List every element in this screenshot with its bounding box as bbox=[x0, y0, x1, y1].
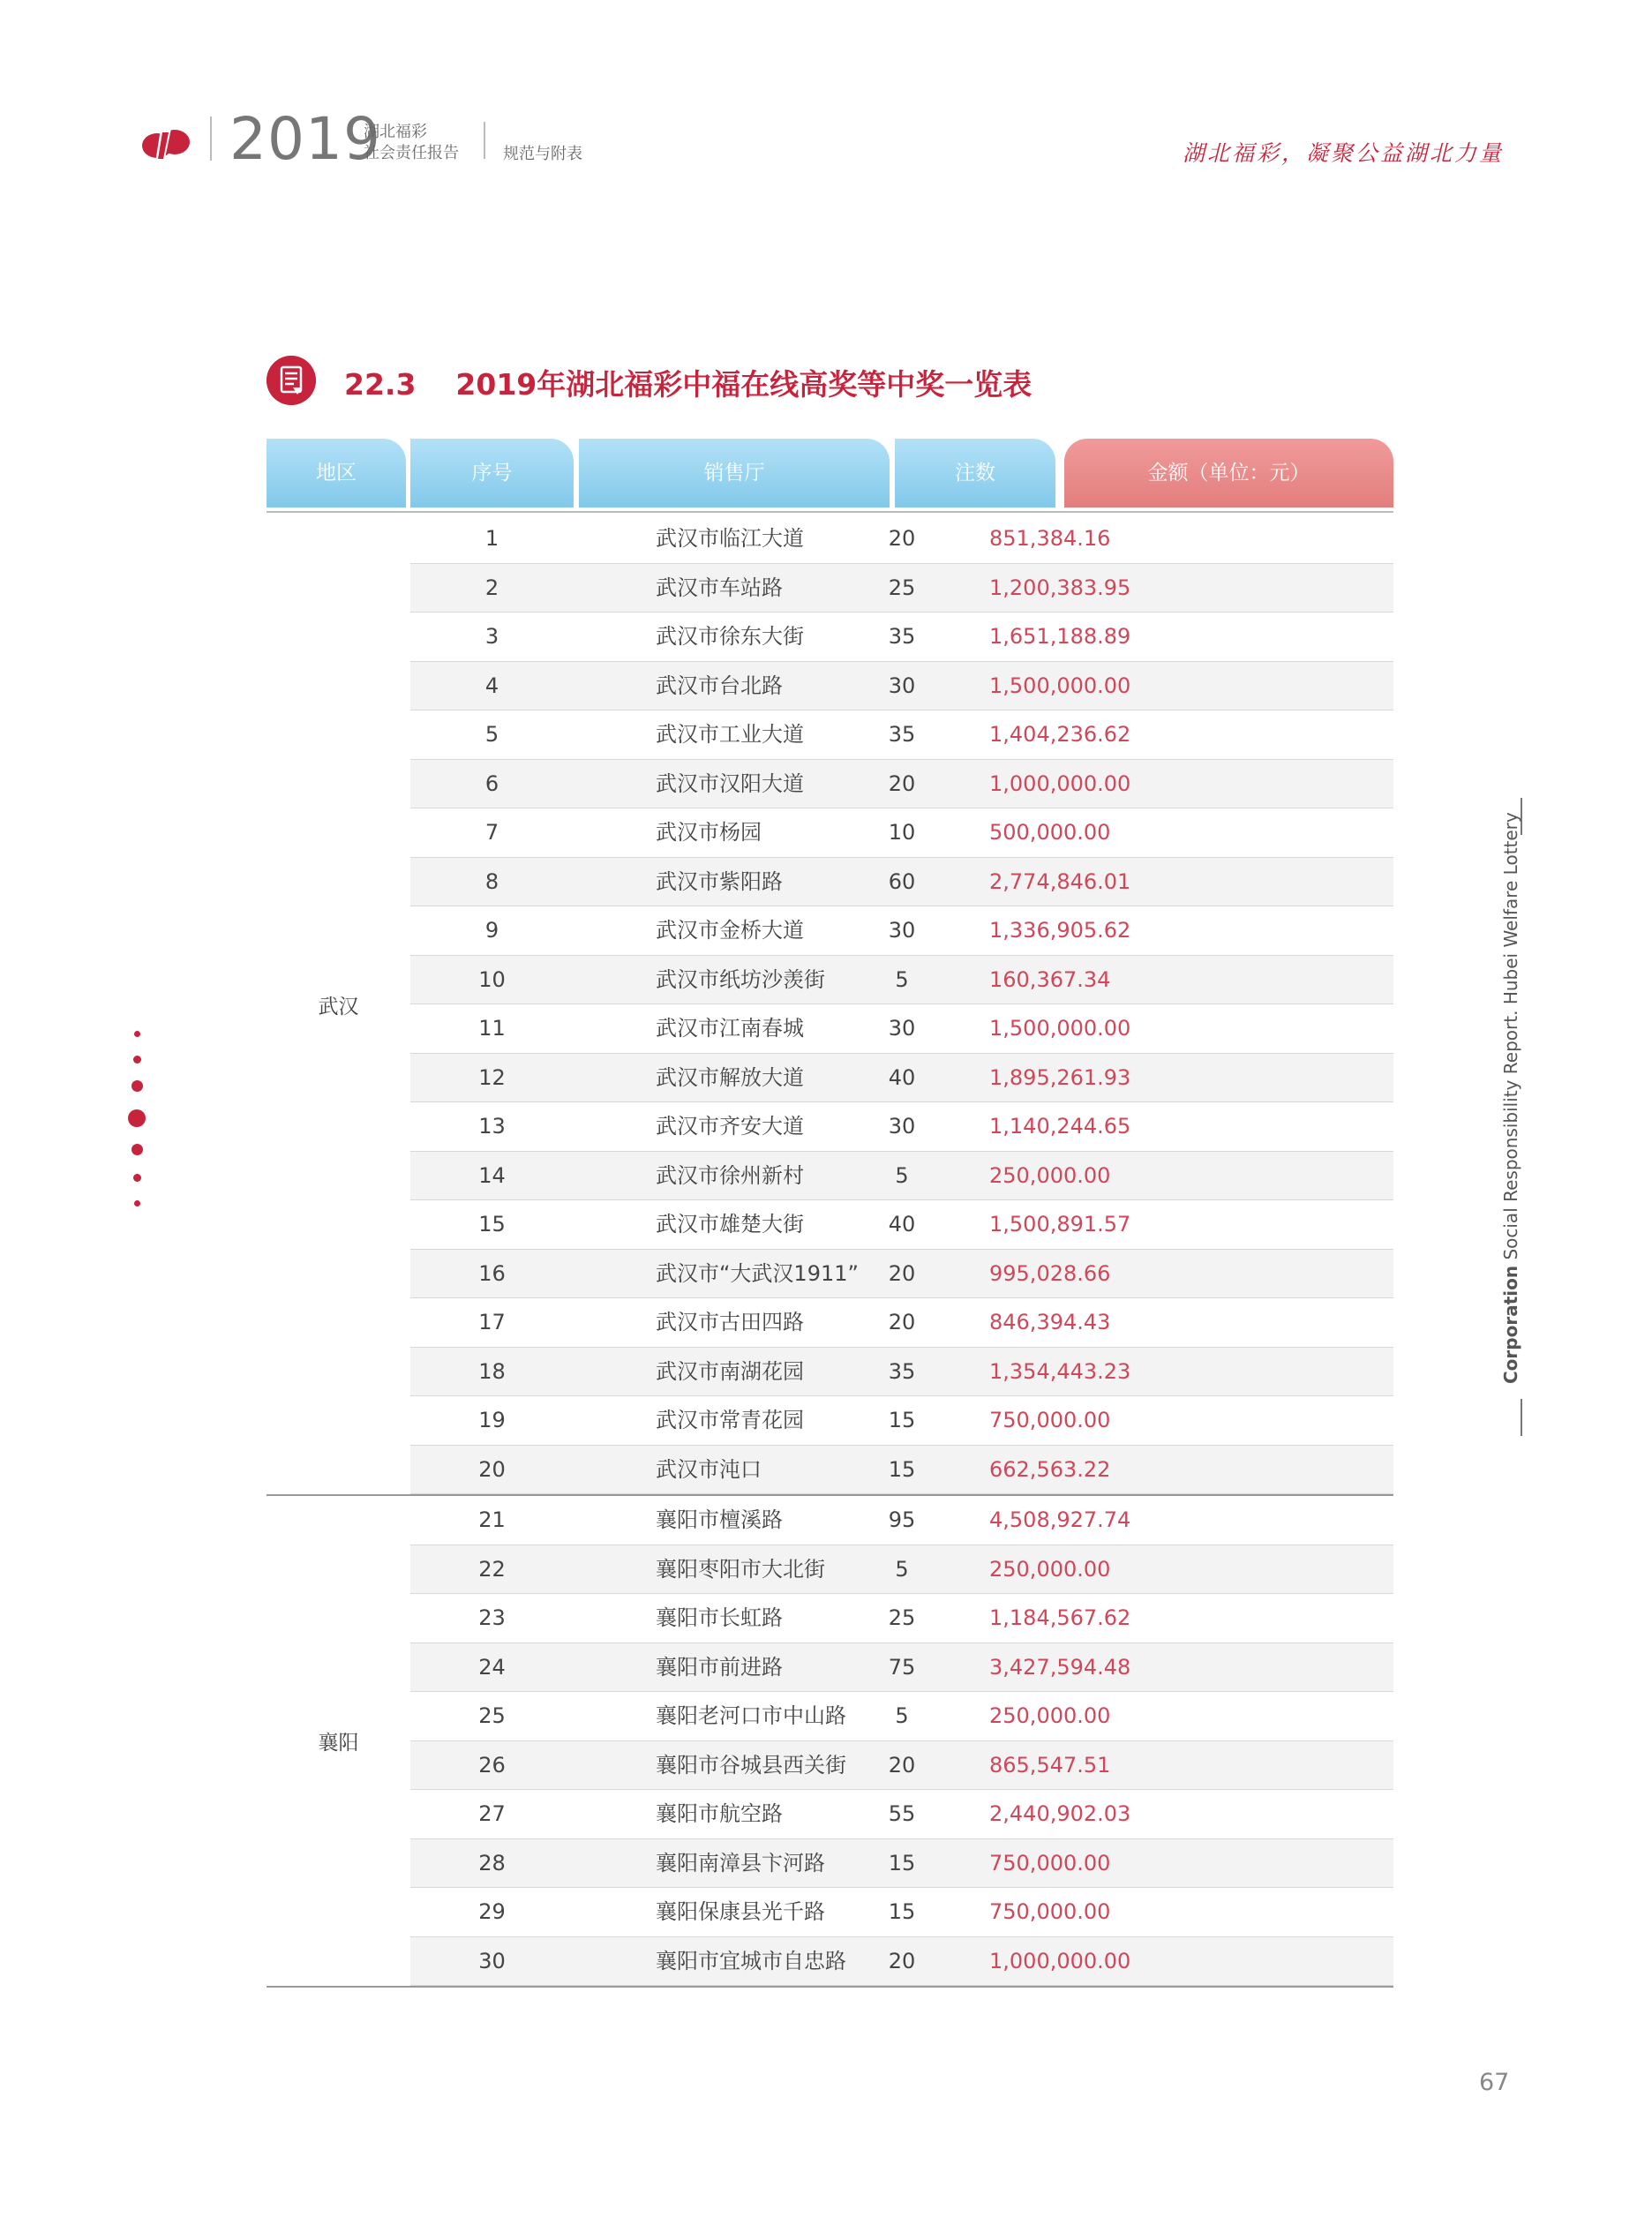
group-separator bbox=[267, 1986, 1393, 1988]
decor-dot-large bbox=[128, 1109, 146, 1127]
table-row bbox=[410, 1348, 1393, 1397]
prize-amount: 250,000.00 bbox=[989, 1162, 1111, 1188]
title-number: 22.3 bbox=[344, 367, 417, 402]
table-row bbox=[410, 613, 1393, 662]
hall-name: 武汉市台北路 bbox=[656, 673, 783, 698]
hall-name: 襄阳市宜城市自忠路 bbox=[656, 1948, 846, 1973]
table-row bbox=[410, 1643, 1393, 1693]
prize-amount: 1,140,244.65 bbox=[989, 1114, 1131, 1139]
header-hall: 销售厅 bbox=[579, 439, 890, 507]
hall-name: 襄阳市长虹路 bbox=[656, 1605, 783, 1630]
table-row bbox=[410, 1200, 1393, 1250]
brand-line-2: 社会责任报告 bbox=[364, 144, 459, 162]
ticket-count: 20 bbox=[888, 770, 916, 796]
hall-name: 襄阳市檀溪路 bbox=[656, 1507, 783, 1532]
row-number: 30 bbox=[478, 1948, 506, 1973]
prize-amount: 3,427,594.48 bbox=[989, 1654, 1131, 1680]
hall-name: 武汉市“大武汉1911” bbox=[656, 1260, 859, 1286]
document-icon bbox=[267, 356, 316, 405]
table-row bbox=[410, 760, 1393, 809]
prize-amount: 1,200,383.95 bbox=[989, 575, 1131, 600]
table-row bbox=[410, 1839, 1393, 1889]
ticket-count: 30 bbox=[888, 673, 916, 698]
row-number: 7 bbox=[484, 820, 499, 845]
prize-amount: 1,336,905.62 bbox=[989, 918, 1131, 943]
table-row bbox=[410, 515, 1393, 564]
table-row bbox=[410, 1937, 1393, 1987]
table-row bbox=[410, 1004, 1393, 1054]
ticket-count: 25 bbox=[888, 1605, 916, 1630]
row-number: 16 bbox=[478, 1260, 506, 1286]
ticket-count: 95 bbox=[888, 1507, 916, 1532]
table-row bbox=[410, 710, 1393, 760]
prize-amount: 750,000.00 bbox=[989, 1850, 1111, 1875]
prize-amount: 1,500,000.00 bbox=[989, 673, 1131, 698]
prize-amount: 2,440,902.03 bbox=[989, 1801, 1131, 1826]
row-number: 23 bbox=[478, 1605, 506, 1630]
ticket-count: 20 bbox=[888, 1260, 916, 1286]
hall-name: 武汉市纸坊沙羡街 bbox=[656, 966, 825, 992]
prize-amount: 1,500,891.57 bbox=[989, 1212, 1131, 1237]
prize-amount: 995,028.66 bbox=[989, 1260, 1111, 1286]
ticket-count: 20 bbox=[888, 526, 916, 551]
hall-name: 武汉市齐安大道 bbox=[656, 1114, 804, 1139]
row-number: 19 bbox=[478, 1408, 506, 1432]
prize-table bbox=[267, 439, 1393, 1988]
page-number: 67 bbox=[1479, 2069, 1510, 2096]
hall-name: 武汉市杨园 bbox=[656, 820, 762, 845]
prize-amount: 250,000.00 bbox=[989, 1556, 1111, 1582]
table-row bbox=[410, 1692, 1393, 1741]
prize-amount: 865,547.51 bbox=[989, 1752, 1111, 1778]
hall-name: 襄阳市航空路 bbox=[656, 1801, 783, 1826]
report-brand bbox=[364, 122, 459, 164]
row-number: 9 bbox=[484, 918, 499, 943]
region-cell: 襄阳 bbox=[318, 1732, 359, 1755]
prize-amount: 2,774,846.01 bbox=[989, 868, 1131, 894]
decor-dot bbox=[133, 1174, 141, 1182]
report-year: 2019 bbox=[229, 105, 381, 173]
prize-amount: 1,651,188.89 bbox=[989, 624, 1131, 649]
ticket-count: 30 bbox=[888, 1114, 916, 1139]
row-number: 8 bbox=[484, 868, 499, 894]
decor-dot bbox=[134, 1031, 140, 1037]
table-row bbox=[410, 1545, 1393, 1595]
brand-line-1: 湖北福彩 bbox=[364, 123, 427, 141]
table-row bbox=[410, 808, 1393, 858]
hall-name: 武汉市雄楚大街 bbox=[656, 1212, 804, 1237]
row-number: 2 bbox=[484, 575, 499, 600]
header-amount: 金额（单位：元） bbox=[1064, 439, 1393, 507]
row-number: 28 bbox=[478, 1850, 506, 1875]
table-row bbox=[410, 662, 1393, 711]
hall-name: 襄阳老河口市中山路 bbox=[656, 1703, 846, 1728]
hall-name: 武汉市常青花园 bbox=[656, 1408, 804, 1432]
table-row bbox=[410, 1152, 1393, 1201]
row-number: 22 bbox=[478, 1556, 506, 1582]
table-row bbox=[410, 1496, 1393, 1545]
prize-amount: 1,404,236.62 bbox=[989, 722, 1131, 747]
hall-name: 武汉市解放大道 bbox=[656, 1064, 804, 1090]
row-number: 5 bbox=[484, 722, 499, 747]
row-number: 10 bbox=[478, 966, 506, 992]
table-row bbox=[410, 1396, 1393, 1446]
row-number: 13 bbox=[478, 1114, 506, 1139]
prize-amount: 851,384.16 bbox=[989, 526, 1111, 551]
ticket-count: 20 bbox=[888, 1310, 916, 1334]
table-row bbox=[410, 956, 1393, 1005]
hall-name: 武汉市徐州新村 bbox=[656, 1162, 804, 1188]
prize-amount: 662,563.22 bbox=[989, 1456, 1111, 1482]
row-number: 26 bbox=[478, 1752, 506, 1778]
hall-name: 武汉市工业大道 bbox=[656, 722, 804, 747]
header-count: 注数 bbox=[895, 439, 1055, 507]
decor-dot bbox=[133, 1056, 141, 1064]
hall-name: 襄阳市谷城县西关街 bbox=[656, 1752, 846, 1778]
ticket-count: 15 bbox=[888, 1850, 916, 1875]
prize-amount: 500,000.00 bbox=[989, 820, 1111, 845]
row-number: 6 bbox=[484, 770, 499, 796]
ticket-count: 15 bbox=[888, 1899, 916, 1924]
header-divider-2 bbox=[484, 122, 485, 159]
row-number: 21 bbox=[478, 1507, 506, 1532]
ticket-count: 40 bbox=[888, 1064, 916, 1090]
hall-name: 襄阳枣阳市大北街 bbox=[656, 1556, 825, 1582]
table-row bbox=[410, 1741, 1393, 1791]
title-text: 2019年湖北福彩中福在线高奖等中奖一览表 bbox=[455, 367, 1032, 402]
prize-amount: 250,000.00 bbox=[989, 1703, 1111, 1728]
hall-name: 武汉市临江大道 bbox=[656, 526, 804, 551]
side-caption-rest: Social Responsibility Report. Hubei Welfare Lottery bbox=[1500, 812, 1521, 1266]
ticket-count: 10 bbox=[888, 820, 916, 845]
row-number: 29 bbox=[478, 1899, 506, 1924]
hall-name: 武汉市金桥大道 bbox=[656, 918, 804, 943]
ticket-count: 15 bbox=[888, 1408, 916, 1432]
prize-amount: 160,367.34 bbox=[989, 966, 1111, 992]
ticket-count: 75 bbox=[888, 1654, 916, 1680]
ticket-count: 60 bbox=[888, 868, 916, 894]
table-row bbox=[410, 1594, 1393, 1643]
header-divider-1 bbox=[210, 117, 212, 161]
header-region: 地区 bbox=[267, 439, 406, 507]
hall-name: 武汉市汉阳大道 bbox=[656, 770, 804, 796]
hall-name: 武汉市紫阳路 bbox=[656, 868, 783, 894]
table-row bbox=[410, 564, 1393, 613]
decor-dot bbox=[134, 1200, 140, 1206]
ticket-count: 20 bbox=[888, 1752, 916, 1778]
table-row bbox=[410, 1446, 1393, 1495]
prize-amount: 846,394.43 bbox=[989, 1310, 1111, 1334]
ticket-count: 30 bbox=[888, 1016, 916, 1041]
ticket-count: 5 bbox=[895, 1703, 909, 1728]
decor-dot bbox=[131, 1144, 143, 1155]
table-row bbox=[410, 1250, 1393, 1299]
table-header bbox=[267, 439, 1393, 511]
hall-name: 武汉市江南春城 bbox=[656, 1016, 804, 1041]
table-row bbox=[410, 1102, 1393, 1152]
table-title bbox=[344, 362, 1032, 403]
row-number: 24 bbox=[478, 1654, 506, 1680]
side-caption bbox=[1500, 812, 1521, 1384]
row-number: 14 bbox=[478, 1162, 506, 1188]
row-number: 20 bbox=[478, 1456, 506, 1482]
hall-name: 武汉市古田四路 bbox=[656, 1310, 804, 1334]
prize-amount: 1,000,000.00 bbox=[989, 1948, 1131, 1973]
hall-name: 襄阳南漳县卞河路 bbox=[656, 1850, 825, 1875]
row-number: 1 bbox=[484, 526, 499, 551]
section-name: 规范与附表 bbox=[503, 145, 582, 163]
ticket-count: 35 bbox=[888, 624, 916, 649]
header-no: 序号 bbox=[410, 439, 574, 507]
hall-name: 襄阳市前进路 bbox=[656, 1654, 783, 1680]
table-row bbox=[410, 906, 1393, 956]
hall-name: 武汉市徐东大街 bbox=[656, 624, 804, 649]
table-row bbox=[410, 858, 1393, 907]
region-group bbox=[267, 1496, 1393, 1986]
slogan: 湖北福彩，凝聚公益湖北力量 bbox=[1182, 140, 1504, 166]
header-underline bbox=[267, 511, 1393, 513]
hall-name: 武汉市车站路 bbox=[656, 575, 783, 600]
prize-amount: 1,895,261.93 bbox=[989, 1064, 1131, 1090]
decor-dot bbox=[131, 1080, 143, 1092]
ticket-count: 55 bbox=[888, 1801, 916, 1826]
row-number: 27 bbox=[478, 1801, 506, 1826]
row-number: 15 bbox=[478, 1212, 506, 1237]
row-number: 25 bbox=[478, 1703, 506, 1728]
prize-amount: 1,354,443.23 bbox=[989, 1358, 1131, 1384]
prize-amount: 750,000.00 bbox=[989, 1899, 1111, 1924]
table-row bbox=[410, 1298, 1393, 1348]
ticket-count: 40 bbox=[888, 1212, 916, 1237]
prize-amount: 4,508,927.74 bbox=[989, 1507, 1131, 1532]
row-number: 3 bbox=[484, 624, 499, 649]
ticket-count: 35 bbox=[888, 722, 916, 747]
ticket-count: 5 bbox=[895, 1556, 909, 1582]
region-cell: 武汉 bbox=[318, 995, 359, 1019]
ticket-count: 30 bbox=[888, 918, 916, 943]
row-number: 17 bbox=[478, 1310, 506, 1334]
region-group bbox=[267, 515, 1393, 1494]
prize-amount: 1,500,000.00 bbox=[989, 1016, 1131, 1041]
table-row bbox=[410, 1790, 1393, 1839]
row-number: 11 bbox=[478, 1016, 506, 1041]
welfare-lottery-logo bbox=[139, 122, 192, 166]
prize-amount: 1,184,567.62 bbox=[989, 1605, 1131, 1630]
row-number: 4 bbox=[484, 673, 499, 698]
ticket-count: 5 bbox=[895, 1162, 909, 1188]
hall-name: 襄阳保康县光千路 bbox=[656, 1899, 825, 1924]
ticket-count: 20 bbox=[888, 1948, 916, 1973]
side-caption-bold: Corporation bbox=[1500, 1265, 1521, 1384]
ticket-count: 25 bbox=[888, 575, 916, 600]
table-row bbox=[410, 1888, 1393, 1937]
row-number: 18 bbox=[478, 1358, 506, 1384]
ticket-count: 35 bbox=[888, 1358, 916, 1384]
table-row bbox=[410, 1054, 1393, 1103]
ticket-count: 5 bbox=[895, 966, 909, 992]
hall-name: 武汉市沌口 bbox=[656, 1456, 762, 1482]
table-body bbox=[267, 515, 1393, 1988]
prize-amount: 750,000.00 bbox=[989, 1408, 1111, 1432]
ticket-count: 15 bbox=[888, 1456, 916, 1482]
row-number: 12 bbox=[478, 1064, 506, 1090]
side-line-bottom bbox=[1521, 1399, 1522, 1436]
hall-name: 武汉市南湖花园 bbox=[656, 1358, 804, 1384]
prize-amount: 1,000,000.00 bbox=[989, 770, 1131, 796]
